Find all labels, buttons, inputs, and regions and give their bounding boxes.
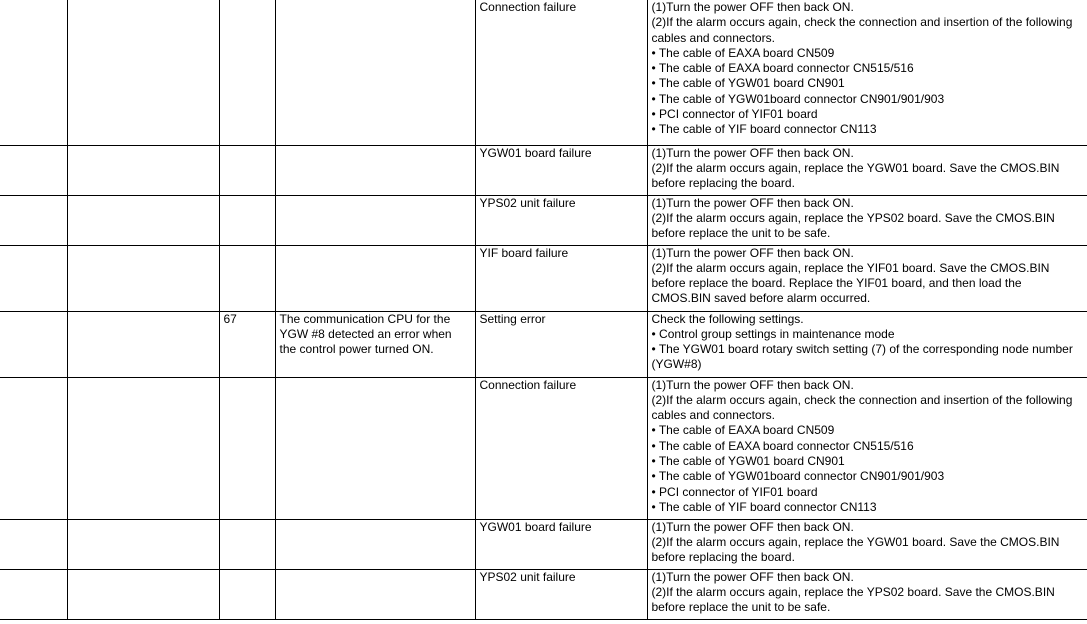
description-cell [275, 145, 475, 195]
description-cell [275, 0, 475, 145]
table-row [0, 519, 1087, 569]
sub-code-cell [219, 569, 275, 619]
remedy-line: (1)Turn the power OFF then back ON. [651, 519, 854, 534]
remedy-line: Check the following settings. [651, 311, 804, 326]
sub-code-cell [219, 245, 275, 311]
remedy-line: • The cable of EAXA board CN509 [651, 45, 835, 60]
cause-cell: YIF board failure [475, 245, 647, 311]
remedy-line: • PCI connector of YIF01 board [651, 107, 818, 122]
description-cell [275, 569, 475, 619]
cause-cell: Setting error [475, 311, 647, 377]
sub-code-cell [219, 195, 275, 245]
remedy-line: (1)Turn the power OFF then back ON. [651, 377, 854, 392]
remedy-line: • PCI connector of YIF01 board [651, 484, 818, 499]
alarm-name-cell [67, 0, 219, 145]
remedy-cell [647, 0, 1087, 145]
remedy-line: • Control group settings in maintenance mode [651, 326, 895, 341]
alarm-name-cell [67, 569, 219, 619]
remedy-line: • The cable of YIF board connector CN113 [651, 499, 877, 514]
description-cell [275, 245, 475, 311]
alarm-code-cell [0, 569, 67, 619]
table-row [0, 569, 1087, 619]
remedy-line: • The cable of YGW01board connector CN901/901/903 [651, 469, 945, 484]
remedy-line: (1)Turn the power OFF then back ON. [651, 0, 854, 14]
remedy-cell [647, 569, 1087, 619]
cause-cell: Connection failure [475, 0, 647, 145]
remedy-line: (1)Turn the power OFF then back ON. [651, 245, 854, 260]
cause-cell: YGW01 board failure [475, 519, 647, 569]
remedy-cell [647, 195, 1087, 245]
sub-code-cell [219, 0, 275, 145]
remedy-line: (1)Turn the power OFF then back ON. [651, 195, 854, 210]
remedy-line: • The cable of EAXA board CN509 [651, 423, 835, 438]
remedy-line: • The cable of YGW01 board CN901 [651, 76, 845, 91]
remedy-line: (2)If the alarm occurs again, replace the YGW01 board. Save the CMOS.BIN before replacing the board. [651, 534, 1060, 565]
alarm-code-cell [0, 245, 67, 311]
remedy-line: • The cable of YGW01board connector CN901/901/903 [651, 91, 945, 106]
remedy-line: (1)Turn the power OFF then back ON. [651, 569, 854, 584]
remedy-line: (2)If the alarm occurs again, check the connection and insertion of the following cables and connectors. [651, 392, 1073, 423]
remedy-line: • The cable of YGW01 board CN901 [651, 453, 845, 468]
description-cell [275, 519, 475, 569]
alarm-code-cell [0, 0, 67, 145]
remedy-line: • The cable of EAXA board connector CN515/516 [651, 438, 914, 453]
remedy-line: (2)If the alarm occurs again, replace the YIF01 board. Save the CMOS.BIN before replace the board. Replace the YIF01 board, and then load the CMOS.BIN saved before alarm occurred. [651, 260, 1050, 306]
remedy-line: (2)If the alarm occurs again, check the connection and insertion of the following cables and connectors. [651, 15, 1073, 45]
remedy-cell [647, 145, 1087, 195]
sub-code-cell [219, 145, 275, 195]
alarm-code-cell [0, 519, 67, 569]
remedy-line: (2)If the alarm occurs again, replace the YGW01 board. Save the CMOS.BIN before replacing the board. [651, 160, 1060, 191]
table-row [0, 195, 1087, 245]
table-row [0, 311, 1087, 377]
alarm-name-cell [67, 245, 219, 311]
table-row [0, 245, 1087, 311]
alarm-code-cell [0, 145, 67, 195]
cause-cell: YPS02 unit failure [475, 195, 647, 245]
alarm-name-cell [67, 145, 219, 195]
description-cell [275, 195, 475, 245]
cause-cell: YGW01 board failure [475, 145, 647, 195]
sub-code-cell [219, 519, 275, 569]
remedy-line: (1)Turn the power OFF then back ON. [651, 145, 854, 160]
remedy-cell [647, 377, 1087, 519]
remedy-line: • The cable of YIF board connector CN113 [651, 122, 877, 137]
cause-cell: YPS02 unit failure [475, 569, 647, 619]
alarm-name-cell [67, 195, 219, 245]
remedy-line: • The YGW01 board rotary switch setting (7) of the corresponding node number (YGW#8) [651, 342, 1073, 372]
alarm-code-cell [0, 195, 67, 245]
table-row [0, 0, 1087, 145]
remedy-cell [647, 519, 1087, 569]
alarm-name-cell [67, 311, 219, 377]
sub-code-cell: 67 [219, 311, 275, 377]
table-row [0, 377, 1087, 519]
alarm-code-cell [0, 377, 67, 519]
alarm-code-cell [0, 311, 67, 377]
description-cell: The communication CPU for the YGW #8 detected an error when the control power turned ON. [275, 311, 475, 377]
remedy-cell [647, 311, 1087, 377]
alarm-name-cell [67, 377, 219, 519]
cause-cell: Connection failure [475, 377, 647, 519]
remedy-line: (2)If the alarm occurs again, replace the YPS02 board. Save the CMOS.BIN before replace the unit to be safe. [651, 584, 1055, 615]
table-row [0, 145, 1087, 195]
alarm-name-cell [67, 519, 219, 569]
remedy-line: (2)If the alarm occurs again, replace the YPS02 board. Save the CMOS.BIN before replace the unit to be safe. [651, 210, 1055, 241]
sub-code-cell [219, 377, 275, 519]
remedy-cell [647, 245, 1087, 311]
description-cell [275, 377, 475, 519]
remedy-line: • The cable of EAXA board connector CN515/516 [651, 61, 914, 76]
